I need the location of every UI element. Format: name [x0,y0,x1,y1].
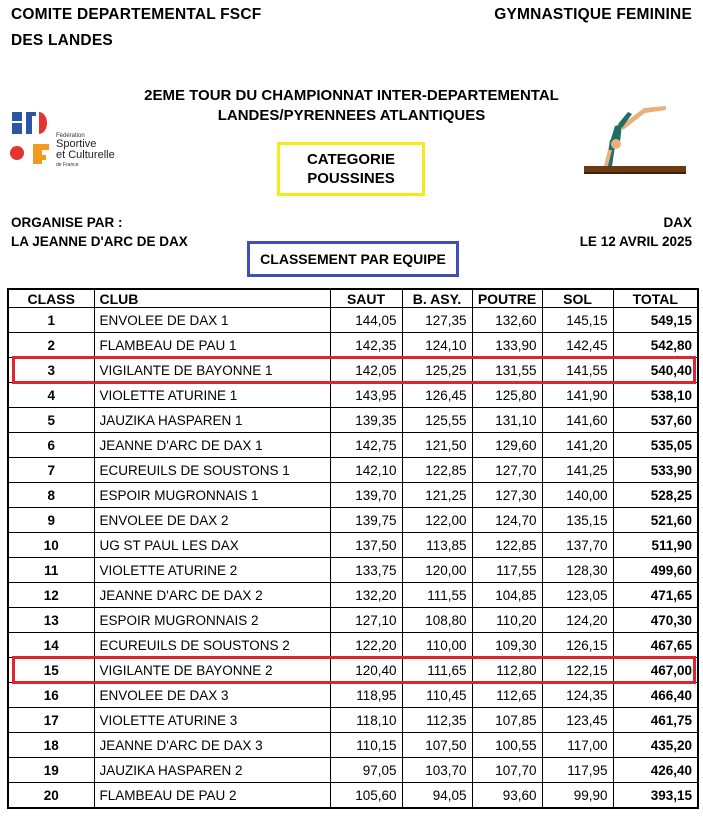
fscf-logo [9,108,129,172]
saut-cell: 139,70 [330,483,402,508]
club-cell: VIGILANTE DE BAYONNE 2 [94,658,330,683]
fscf-logo-line1: Sportive [56,138,97,150]
sol-cell: 123,45 [542,708,613,733]
rank-cell: 8 [8,483,94,508]
basy-cell: 113,85 [402,533,472,558]
poutre-cell: 107,85 [472,708,542,733]
club-cell: ECUREUILS DE SOUSTONS 1 [94,458,330,483]
ranking-title-box [247,241,459,277]
discipline-title: GYMNASTIQUE FEMININE [494,6,692,23]
rank-cell: 16 [8,683,94,708]
table-row [8,483,698,508]
rank-cell: 13 [8,608,94,633]
saut-cell: 110,15 [330,733,402,758]
basy-cell: 94,05 [402,783,472,809]
sol-cell: 141,60 [542,408,613,433]
table-row [8,633,698,658]
total-cell: 471,65 [613,583,698,608]
club-cell: ESPOIR MUGRONNAIS 1 [94,483,330,508]
basy-cell: 122,00 [402,508,472,533]
category-value: POUSSINES [307,170,395,187]
sol-cell: 99,90 [542,783,613,809]
col-header-rank: CLASS [8,289,94,308]
saut-cell: 139,75 [330,508,402,533]
gymnast-beam-icon [582,100,688,178]
sol-cell: 126,15 [542,633,613,658]
rank-cell: 1 [8,308,94,333]
saut-cell: 120,40 [330,658,402,683]
poutre-cell: 125,80 [472,383,542,408]
rank-cell: 2 [8,333,94,358]
basy-cell: 125,55 [402,408,472,433]
table-row [8,558,698,583]
rank-cell: 7 [8,458,94,483]
poutre-cell: 109,30 [472,633,542,658]
table-row [8,333,698,358]
poutre-cell: 112,65 [472,683,542,708]
table-row [8,708,698,733]
saut-cell: 142,05 [330,358,402,383]
col-header-saut: SAUT [330,289,402,308]
total-cell: 426,40 [613,758,698,783]
col-header-sol: SOL [542,289,613,308]
table-row [8,583,698,608]
sol-cell: 142,45 [542,333,613,358]
table-row [8,783,698,809]
total-cell: 470,30 [613,608,698,633]
sol-cell: 135,15 [542,508,613,533]
sol-cell: 124,20 [542,608,613,633]
club-cell: VIOLETTE ATURINE 1 [94,383,330,408]
club-cell: VIGILANTE DE BAYONNE 1 [94,358,330,383]
fscf-logo-small: Fédération [56,133,85,139]
basy-cell: 124,10 [402,333,472,358]
sol-cell: 117,00 [542,733,613,758]
basy-cell: 110,45 [402,683,472,708]
saut-cell: 118,10 [330,708,402,733]
basy-cell: 112,35 [402,708,472,733]
total-cell: 549,15 [613,308,698,333]
col-header-poutre: POUTRE [472,289,542,308]
club-cell: FLAMBEAU DE PAU 1 [94,333,330,358]
poutre-cell: 112,80 [472,658,542,683]
sol-cell: 141,25 [542,458,613,483]
saut-cell: 143,95 [330,383,402,408]
poutre-cell: 100,55 [472,733,542,758]
sol-cell: 128,30 [542,558,613,583]
col-header-total: TOTAL [613,289,698,308]
table-row [8,433,698,458]
total-cell: 535,05 [613,433,698,458]
basy-cell: 108,80 [402,608,472,633]
total-cell: 467,00 [613,658,698,683]
basy-cell: 111,65 [402,658,472,683]
rank-cell: 4 [8,383,94,408]
saut-cell: 142,10 [330,458,402,483]
rank-cell: 18 [8,733,94,758]
category-box [277,142,425,196]
basy-cell: 121,50 [402,433,472,458]
total-cell: 461,75 [613,708,698,733]
basy-cell: 103,70 [402,758,472,783]
basy-cell: 110,00 [402,633,472,658]
club-cell: VIOLETTE ATURINE 2 [94,558,330,583]
total-cell: 533,90 [613,458,698,483]
poutre-cell: 110,20 [472,608,542,633]
basy-cell: 107,50 [402,733,472,758]
rank-cell: 19 [8,758,94,783]
club-cell: FLAMBEAU DE PAU 2 [94,783,330,809]
total-cell: 528,25 [613,483,698,508]
rank-cell: 15 [8,658,94,683]
poutre-cell: 107,70 [472,758,542,783]
total-cell: 499,60 [613,558,698,583]
rank-cell: 17 [8,708,94,733]
results-table [7,288,699,809]
table-header-row [8,289,698,308]
fscf-logo-line2: et Culturelle [56,149,115,161]
sol-cell: 122,15 [542,658,613,683]
saut-cell: 127,10 [330,608,402,633]
fscf-logo-tiny: de France [56,162,79,168]
club-cell: ENVOLEE DE DAX 3 [94,683,330,708]
basy-cell: 127,35 [402,308,472,333]
total-cell: 435,20 [613,733,698,758]
sol-cell: 145,15 [542,308,613,333]
total-cell: 540,40 [613,358,698,383]
poutre-cell: 129,60 [472,433,542,458]
basy-cell: 125,25 [402,358,472,383]
championship-subtitle: LANDES/PYRENNEES ATLANTIQUES [217,107,486,124]
total-cell: 538,10 [613,383,698,408]
rank-cell: 11 [8,558,94,583]
event-date: LE 12 AVRIL 2025 [579,234,692,249]
sol-cell: 123,05 [542,583,613,608]
table-row [8,658,698,683]
saut-cell: 142,35 [330,333,402,358]
basy-cell: 122,85 [402,458,472,483]
table-row [8,508,698,533]
table-row [8,308,698,333]
rank-cell: 12 [8,583,94,608]
category-label: CATEGORIE [306,151,396,168]
saut-cell: 139,35 [330,408,402,433]
poutre-cell: 127,70 [472,458,542,483]
poutre-cell: 131,10 [472,408,542,433]
basy-cell: 120,00 [402,558,472,583]
committee-subtitle: DES LANDES [11,32,113,49]
rank-cell: 20 [8,783,94,809]
club-cell: ECUREUILS DE SOUSTONS 2 [94,633,330,658]
total-cell: 511,90 [613,533,698,558]
rank-cell: 10 [8,533,94,558]
table-row [8,758,698,783]
ranking-title: CLASSEMENT PAR EQUIPE [260,251,446,267]
sol-cell: 141,55 [542,358,613,383]
rank-cell: 5 [8,408,94,433]
poutre-cell: 104,85 [472,583,542,608]
sol-cell: 141,90 [542,383,613,408]
event-city: DAX [663,215,692,230]
poutre-cell: 127,30 [472,483,542,508]
rank-cell: 6 [8,433,94,458]
table-row [8,608,698,633]
saut-cell: 118,95 [330,683,402,708]
club-cell: JEANNE D'ARC DE DAX 3 [94,733,330,758]
total-cell: 467,65 [613,633,698,658]
club-cell: ENVOLEE DE DAX 1 [94,308,330,333]
poutre-cell: 93,60 [472,783,542,809]
col-header-basy: B. ASY. [402,289,472,308]
table-row [8,458,698,483]
total-cell: 542,80 [613,333,698,358]
club-cell: JEANNE D'ARC DE DAX 1 [94,433,330,458]
club-cell: UG ST PAUL LES DAX [94,533,330,558]
organiser-label: ORGANISE PAR : [11,215,123,230]
table-row [8,408,698,433]
committee-title: COMITE DEPARTEMENTAL FSCF [11,6,262,23]
saut-cell: 142,75 [330,433,402,458]
poutre-cell: 131,55 [472,358,542,383]
basy-cell: 111,55 [402,583,472,608]
total-cell: 537,60 [613,408,698,433]
fscf-logo-icon [9,108,61,170]
sol-cell: 137,70 [542,533,613,558]
rank-cell: 9 [8,508,94,533]
poutre-cell: 132,60 [472,308,542,333]
sol-cell: 117,95 [542,758,613,783]
saut-cell: 105,60 [330,783,402,809]
saut-cell: 122,20 [330,633,402,658]
table-row [8,383,698,408]
table-row [8,733,698,758]
results-body [8,308,698,809]
rank-cell: 14 [8,633,94,658]
table-row [8,683,698,708]
poutre-cell: 133,90 [472,333,542,358]
basy-cell: 121,25 [402,483,472,508]
col-header-club: CLUB [94,289,330,308]
club-cell: VIOLETTE ATURINE 3 [94,708,330,733]
saut-cell: 144,05 [330,308,402,333]
sol-cell: 141,20 [542,433,613,458]
club-cell: ESPOIR MUGRONNAIS 2 [94,608,330,633]
total-cell: 521,60 [613,508,698,533]
club-cell: JAUZIKA HASPAREN 2 [94,758,330,783]
saut-cell: 133,75 [330,558,402,583]
club-cell: ENVOLEE DE DAX 2 [94,508,330,533]
poutre-cell: 122,85 [472,533,542,558]
saut-cell: 97,05 [330,758,402,783]
total-cell: 466,40 [613,683,698,708]
rank-cell: 3 [8,358,94,383]
poutre-cell: 117,55 [472,558,542,583]
saut-cell: 137,50 [330,533,402,558]
club-cell: JAUZIKA HASPAREN 1 [94,408,330,433]
table-row [8,358,698,383]
table-row [8,533,698,558]
total-cell: 393,15 [613,783,698,809]
poutre-cell: 124,70 [472,508,542,533]
championship-title: 2EME TOUR DU CHAMPIONNAT INTER-DEPARTEMENTAL [144,87,559,104]
organiser-club: LA JEANNE D'ARC DE DAX [11,234,188,249]
club-cell: JEANNE D'ARC DE DAX 2 [94,583,330,608]
sol-cell: 140,00 [542,483,613,508]
sol-cell: 124,35 [542,683,613,708]
saut-cell: 132,20 [330,583,402,608]
basy-cell: 126,45 [402,383,472,408]
